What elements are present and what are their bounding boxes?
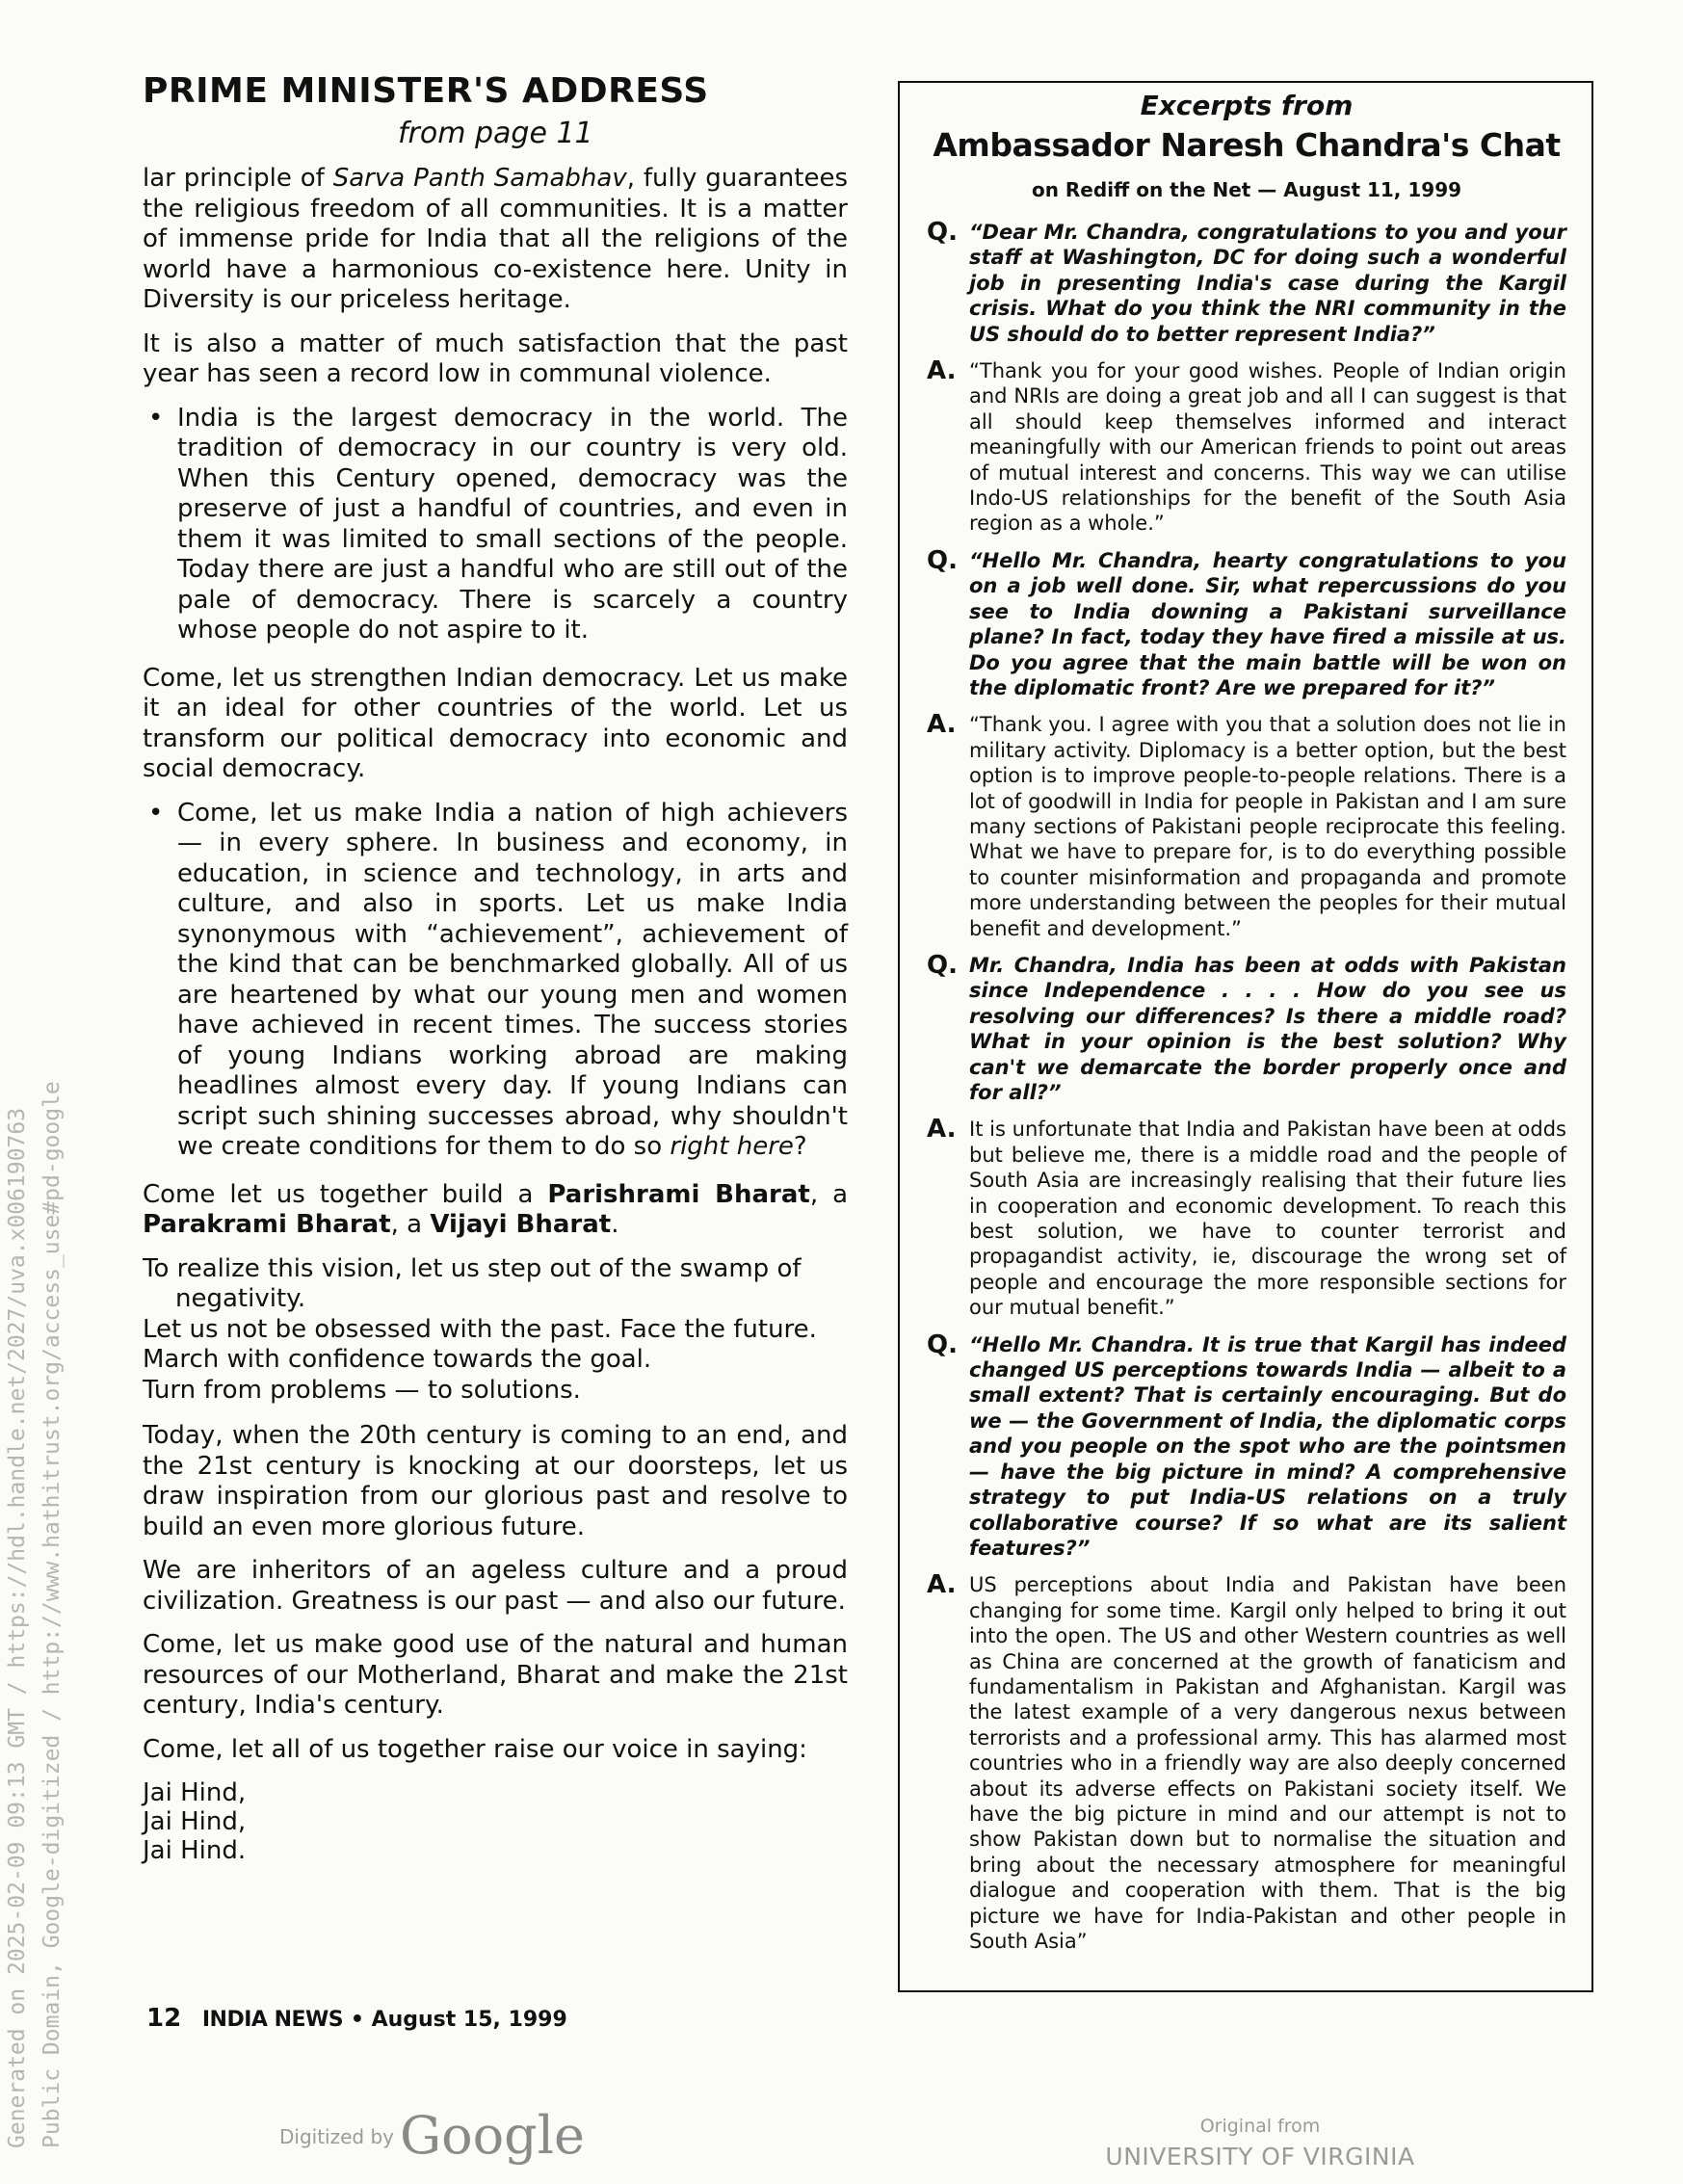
watermark-line: Public Domain, Google-digitized / http://www.hathitrust.org/access_use#pd-google [39,1081,65,2148]
original-label: Original from [1199,2116,1321,2137]
answer: A. It is unfortunate that India and Pakistan have been at odds but believe me, there is a middle road and the people of South Asia are increasingly realising that their future lies in cooperation and economic development. To reach this best solution, we have to counter terrorist and propagandist activity, ie, discourage the wrong set of people and encourage the more responsible sections for our mutual benefit.” [927,1115,1566,1320]
box-kicker: Excerpts from [1140,90,1354,121]
issue-date: August 15, 1999 [371,2008,567,2032]
vision-line: To realize this vision, let us step out of the swamp of negativity. [143,1253,802,1313]
watermark-line: Generated on 2025-02-09 09:13 GMT / https://hdl.handle.net/2027/uva.x006190763 [5,1107,30,2148]
answer-label: A. [927,1115,957,1145]
vision-lines [143,1254,848,1407]
answer: A. “Thank you. I agree with you that a solution does not lie in military activity. Diplomacy is a better option, but the best option is to improve people-to-people relations. There is a lot of goodwill in India for people in Pakistan and I am sure many sections of Pakistani people reciprocate this feeling. What we have to prepare for, is to do everything possible to counter misinformation and propaganda and promote more understanding between the peoples for their mutual benefit and development.” [927,710,1566,940]
closing-line: Jai Hind, [143,1778,247,1807]
article-title: PRIME MINISTER'S ADDRESS [143,71,709,111]
paragraph: Come let us together build a Parishrami Bharat, a Parakrami Bharat, a Vijayi Bharat. [143,1179,849,1239]
digitized-label: Digitized by [279,2125,394,2148]
paragraph: Today, when the 20th century is coming to an end, and the 21st century is knocking at our doorsteps, let us draw inspiration from our glorious past and resolve to build an even more glorious future. [143,1421,848,1541]
sidebar-box [898,81,1593,1992]
closing-line: Jai Hind, [143,1807,247,1836]
closing-line: Jai Hind. [143,1836,247,1865]
paragraph: Come, let us make good use of the natural and human resources of our Motherland, Bharat and make the 21st century, India's century. [143,1630,848,1720]
vision-line: Let us not be obsessed with the past. Face the future. [143,1314,817,1344]
answer: A. “Thank you for your good wishes. People of Indian origin and NRIs are doing a great job and all I can suggest is that all should keep themselves informed and interact meaningfully with our American friends to point out areas of mutual interest and concerns. This way we can utilise Indo-US relationships for the benefit of the South Asia region as a whole.” [927,356,1566,536]
hathitrust-watermark [0,1081,69,2148]
page-number: 12 [146,2004,182,2033]
question-label: Q. [927,950,958,980]
bullet-item: • Come, let us make India a nation of high achievers — in every sphere. In business and economy, in education, in science and technology, in arts and culture, and also in sports. Let us make India synonymous with “achievement”, achievement of the kind that can be benchmarked globally. All of us are heartened by what our young men and women have achieved in recent times. The success stories of young Indians working abroad are making headlines almost every day. If young Indians can script such shining successes abroad, why shouldn't we create conditions for them to do so right here? [148,798,848,1161]
original-source-mark [1096,2116,1424,2171]
paragraph: Come, let us strengthen Indian democracy. Let us make it an ideal for other countries of the world. Let us transform our political democracy into economic and social democracy. [143,663,848,783]
question: Q. “Hello Mr. Chandra. It is true that Kargil has indeed changed US perceptions towards India — albeit to a small extent? That is certainly encouraging. But do we — the Government of India, the diplomatic corps and you people on the spot who are the pointsmen — have the big picture in mind? A comprehensive strategy to put India-US relations on a truly collaborative course? If so what are its salient features?” [927,1329,1566,1560]
closing-lines [143,1778,848,1865]
separator: • [350,2008,364,2032]
answer-label: A. [927,710,957,740]
vision-line: March with confidence towards the goal. [143,1345,652,1374]
box-source-line: on Rediff on the Net — August 11, 1999 [1031,178,1462,201]
paragraph: We are inheritors of an ageless culture and a proud civilization. Greatness is our past — and also our future. [143,1556,848,1616]
original-source: UNIVERSITY OF VIRGINIA [1105,2143,1415,2171]
publication-name: INDIA NEWS [201,2008,344,2032]
paragraph: It is also a matter of much satisfaction that the past year has seen a record low in communal violence. [143,329,848,388]
question: Q. Mr. Chandra, India has been at odds with Pakistan since Independence . . . . How do you see us resolving our differences? Is there a middle road? What in your opinion is the best solution? Why can't we demarcate the border properly once and for all?” [927,950,1566,1104]
google-logo: Google [400,2105,585,2166]
vision-line: Turn from problems — to solutions. [143,1375,581,1405]
question: Q. “Dear Mr. Chandra, congratulations to you and your staff at Washington, DC for doing such a wonderful job in presenting India's case during the Kargil crisis. What do you think the NRI community in the US should do to better represent India?” [927,218,1566,346]
page-footer [146,2004,567,2033]
answer: A. US perceptions about India and Pakistan have been changing for some time. Kargil only helped to bring it out into the open. The US and other Western countries as well as China are concerned at the growth of fanaticism and fundamentalism in Pakistan and Afghanistan. Kargil was the latest example of a very dangerous nexus between terrorists and a professional army. This has alarmed most countries who in a friendly way are also deeply concerned about its adverse effects on Pakistani society itself. We have the big picture in mind and our attempt is not to show Pakistan down but to normalise the situation and bring about the necessary atmosphere for meaningful dialogue and cooperation with them. That is the big picture we have for India-Pakistan and other people in South Asia” [927,1570,1566,1953]
question-label: Q. [927,545,958,575]
digitized-by-mark [279,2105,585,2166]
question-label: Q. [927,1329,958,1359]
left-column [143,69,848,1865]
paragraph: lar principle of Sarva Panth Samabhav, fully guarantees the religious freedom of all communities. It is a matter of immense pride for India that all the religions of the world have a harmonious co-existence here. Unity in Diversity is our priceless heritage. [143,164,848,314]
answer-label: A. [927,356,957,386]
question-label: Q. [927,218,958,247]
answer-label: A. [927,1570,957,1600]
bullet-icon: • [148,798,164,828]
bullet-icon: • [148,403,164,433]
paragraph: Come, let all of us together raise our voice in saying: [143,1734,807,1764]
bullet-item: • India is the largest democracy in the world. The tradition of democracy in our country is very old. When this Century opened, democracy was the preserve of just a handful of countries, and even in them it was limited to small sections of the people. Today there are just a handful who are still out of the pale of democracy. There is scarcely a country whose people do not aspire to it. [148,403,848,645]
continued-from-label: from page 11 [398,117,593,150]
question: Q. “Hello Mr. Chandra, hearty congratulations to you on a job well done. Sir, what repercussions do you see to India downing a Pakistani surveillance plane? In fact, today they have fired a missile at us. Do you agree that the main battle will be won on the diplomatic front? Are we prepared for it?” [927,545,1566,699]
box-title: Ambassador Naresh Chandra's Chat [933,126,1561,164]
